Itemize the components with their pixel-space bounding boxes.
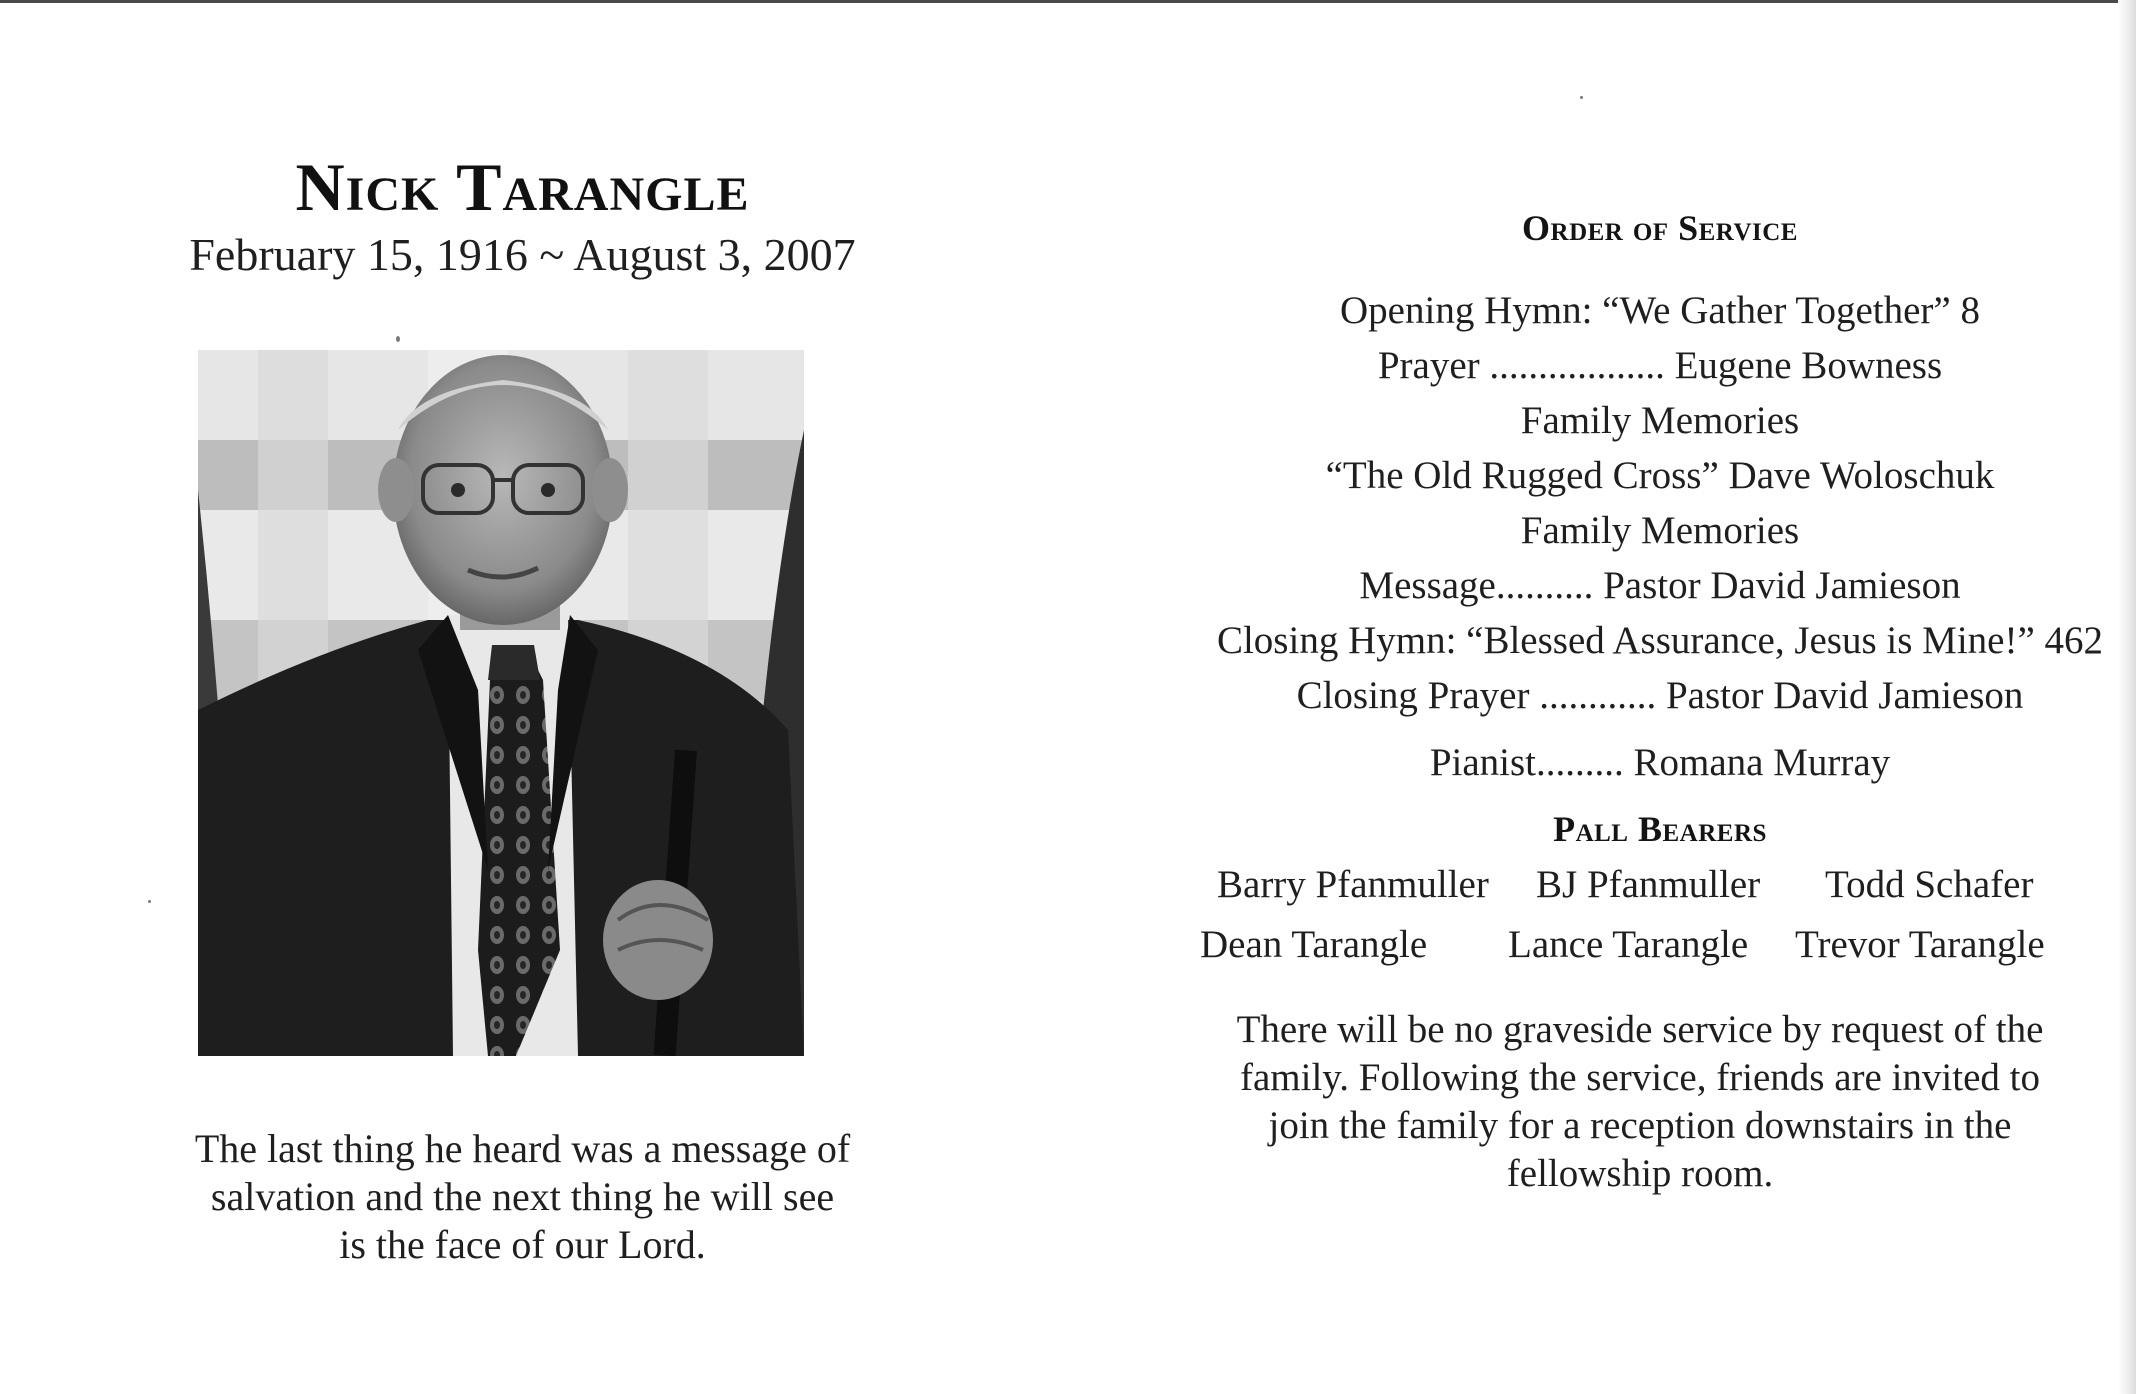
service-item: Closing Hymn: “Blessed Assurance, Jesus is Mine!” 462 [1216, 619, 2104, 662]
note-line: fellowship room. [1506, 1152, 1774, 1195]
service-item: Family Memories [1520, 509, 1800, 552]
pall-bearer-name: BJ Pfanmuller [1536, 863, 1761, 906]
order-of-service-heading: Order of Service [1522, 208, 1798, 248]
portrait-photo-drawing [198, 350, 804, 1056]
scan-speck [1580, 96, 1583, 99]
pall-bearer-name: Todd Schafer [1825, 863, 2034, 906]
life-dates: February 15, 1916 ~ August 3, 2007 [189, 229, 856, 280]
service-item: Closing Prayer ............ Pastor David Jamieson [1296, 674, 2024, 717]
pall-bearers-heading: Pall Bearers [1553, 809, 1767, 849]
service-item: Prayer .................. Eugene Bowness [1377, 344, 1943, 387]
pall-bearer-name: Lance Tarangle [1508, 923, 1749, 966]
pall-bearer-name: Trevor Tarangle [1795, 923, 2045, 966]
quote-line: is the face of our Lord. [339, 1222, 706, 1267]
quote-line: salvation and the next thing he will see [210, 1174, 835, 1219]
scan-speck [396, 336, 400, 342]
service-item: Pianist......... Romana Murray [1429, 741, 1891, 784]
pall-bearer-name: Barry Pfanmuller [1217, 863, 1489, 906]
service-item: Family Memories [1520, 399, 1800, 442]
service-item: Message.......... Pastor David Jamieson [1359, 564, 1961, 607]
reception-note [1190, 1006, 2090, 1198]
portrait-photo [198, 350, 804, 1056]
note-line: join the family for a reception downstairs in the [1268, 1104, 2012, 1147]
memorial-quote [150, 1125, 895, 1269]
service-item: Opening Hymn: “We Gather Together” 8 [1340, 289, 1980, 332]
pall-bearer-name: Dean Tarangle [1200, 923, 1428, 966]
deceased-name: Nick Tarangle [295, 149, 750, 225]
service-item: “The Old Rugged Cross” Dave Woloschuk [1325, 454, 1995, 497]
quote-line: The last thing he heard was a message of [194, 1126, 851, 1171]
note-line: There will be no graveside service by request of the [1236, 1008, 2044, 1051]
scan-speck [148, 900, 151, 903]
top-edge-line [0, 0, 2136, 3]
note-line: family. Following the service, friends are invited to [1239, 1056, 2040, 1099]
